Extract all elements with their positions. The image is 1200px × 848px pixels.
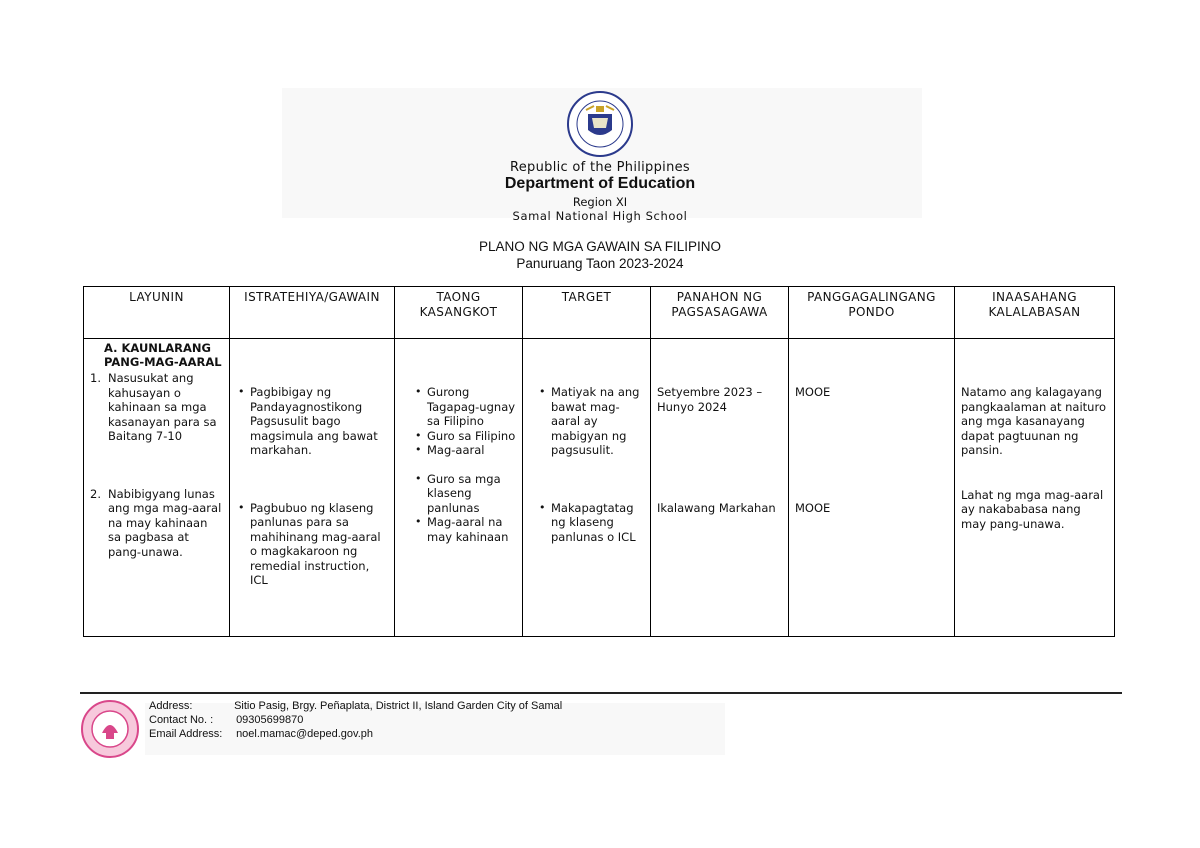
istratehiya-cell — [230, 339, 395, 637]
schedule-1: Setyembre 2023 – Hunyo 2024 — [657, 385, 763, 414]
kasangkot-cell — [395, 339, 523, 637]
outcome-1: Natamo ang kalagayang pangkaalaman at naituro ang mga kasanayang dapat pagtuunan ng pansin. — [961, 385, 1106, 457]
contact-line — [149, 714, 303, 726]
fund-2: MOOE — [795, 500, 831, 515]
table-row — [84, 339, 1115, 637]
col-header-panahon: PANAHON NG PAGSASAGAWA — [651, 287, 789, 339]
objective-1-text: Nasusukat ang kahusayan o kahinaan sa mga kasanayan para sa Baitang 7-10 — [108, 371, 217, 443]
participants-1 — [401, 385, 516, 458]
schedule-2: Ikalawang Markahan — [657, 501, 776, 515]
email-label: Email Address: — [149, 728, 223, 740]
republic-text: Republic of the Philippines — [510, 160, 690, 175]
plan-table — [83, 286, 1115, 637]
target-2-text: • Makapagtatag ng klaseng panlunas o ICL — [551, 501, 644, 545]
objective-2: 2. Nabibigyang lunas ang mga mag-aaral na may kahinaan sa pagbasa at pang-unawa. — [90, 486, 222, 559]
strategy-2-text: • Pagbubuo ng klaseng panlunas para sa mahihinang mag-aaral o magkakaroon ng remedial instruction, ICL — [250, 501, 388, 588]
strategy-1 — [236, 385, 388, 458]
school-year: Panuruang Taon 2023-2024 — [516, 256, 684, 271]
col-header-target: TARGET — [523, 287, 651, 339]
target-1-text: • Matiyak na ang bawat mag-aaral ay mabigyan ng pagsusulit. — [551, 385, 644, 458]
target-cell — [523, 339, 651, 637]
fund-1: MOOE — [795, 385, 831, 399]
participant-item: • Mag-aaral — [427, 443, 516, 458]
region-text: Region XI — [572, 195, 628, 209]
pondo-cell — [789, 339, 955, 637]
participants-2 — [401, 472, 516, 545]
col-header-kasangkot: TAONG KASANGKOT — [395, 287, 523, 339]
strategy-2 — [236, 501, 388, 588]
participant-item: • Gurong Tagapag-ugnay sa Filipino — [427, 385, 516, 429]
school-name: Samal National High School — [512, 209, 688, 223]
outcome-2: Lahat ng mga mag-aaral ay nakababasa nang may pang-unawa. — [961, 487, 1104, 531]
school-logo — [80, 699, 140, 759]
contact-value: 09305699870 — [236, 714, 304, 726]
objective-2-text: Nabibigyang lunas ang mga mag-aaral na may kahinaan sa pagbasa at pang-unawa. — [108, 486, 222, 559]
plan-title: PLANO NG MGA GAWAIN SA FILIPINO — [478, 239, 722, 254]
col-header-layunin: LAYUNIN — [84, 287, 230, 339]
deped-seal-logo — [566, 90, 634, 158]
col-header-pondo: PANGGAGALINGANG PONDO — [789, 287, 955, 339]
objective-1: 1. Nasusukat ang kahusayan o kahinaan sa mga kasanayan para sa Baitang 7-10 — [90, 371, 223, 444]
target-2 — [529, 501, 644, 545]
col-header-kalalabasan: INAASAHANG KALALABASAN — [955, 287, 1115, 339]
participant-item: • Mag-aaral na may kahinaan — [427, 515, 516, 544]
col-header-istratehiya: ISTRATEHIYA/GAWAIN — [230, 287, 395, 339]
address-label: Address: — [149, 700, 193, 712]
footer-divider — [80, 692, 1122, 694]
department-name: Department of Education — [504, 175, 696, 192]
layunin-cell — [84, 339, 230, 637]
address-line — [149, 700, 562, 712]
target-1 — [529, 385, 644, 458]
email-value: noel.mamac@deped.gov.ph — [236, 728, 373, 740]
contact-label: Contact No. : — [149, 714, 214, 726]
kalalabasan-cell — [955, 339, 1115, 637]
section-heading: A. KAUNLARANG PANG-MAG-AARAL — [104, 341, 222, 369]
strategy-1-text: • Pagbibigay ng Pandayagnostikong Pagsusulit bago magsimula ang bawat markahan. — [250, 385, 388, 458]
address-value: Sitio Pasig, Brgy. Peñaplata, District II, Island Garden City of Samal — [234, 700, 563, 712]
email-line — [149, 728, 373, 740]
participant-item: • Guro sa mga klaseng panlunas — [427, 472, 516, 516]
panahon-cell — [651, 339, 789, 637]
participant-item: • Guro sa Filipino — [427, 429, 516, 444]
table-header-row — [84, 287, 1115, 339]
